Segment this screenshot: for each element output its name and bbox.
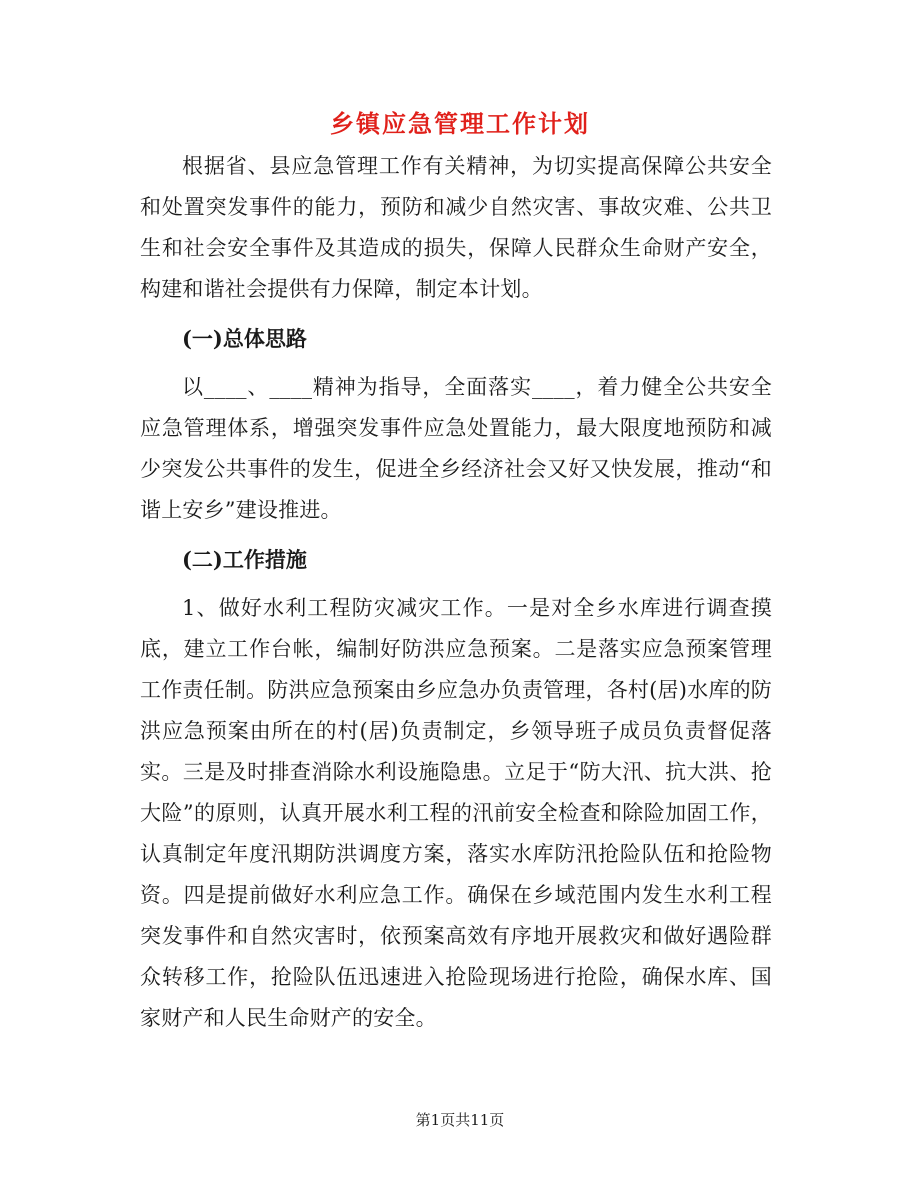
section-heading-overall-approach: (一)总体思路 bbox=[182, 326, 307, 351]
paragraph-intro: 根据省、县应急管理工作有关精神，为切实提高保障公共安全和处置突发事件的能力，预防和减少自然灾害、事故灾难、公共卫生和社会安全事件及其造成的损失，保障人民群众生命财产安全，构建和谐社会提供有力保障，制定本计划。 bbox=[140, 154, 772, 301]
paragraph-work-measures-1: 1、做好水利工程防灾减灾工作。一是对全乡水库进行调查摸底，建立工作台帐，编制好防洪应急预案。二是落实应急预案管理工作责任制。防洪应急预案由乡应急办负责管理，各村(居)水库的防洪应急预案由所在的村(居)负责制定，乡领导班子成员负责督促落实。三是及时排查消除水利设施隐患。立足于“防大汛、抗大洪、抢大险”的原则，认真开展水利工程的汛前安全检查和除险加固工作，认真制定年度汛期防洪调度方案，落实水库防汛抢险队伍和抢险物资。四是提前做好水利应急工作。确保在乡域范围内发生水利工程突发事件和自然灾害时，依预案高效有序地开展救灾和做好遇险群众转移工作，抢险队伍迅速进入抢险现场进行抢险，确保水库、国家财产和人民生命财产的安全。 bbox=[140, 596, 772, 1030]
page-number-footer: 第1页共11页 bbox=[415, 1111, 505, 1129]
paragraph-overall-approach: 以____、____精神为指导，全面落实____，着力健全公共安全应急管理体系，增强突发事件应急处置能力，最大限度地预防和减少突发公共事件的发生，促进全乡经济社会又好又快发展，推动“和谐上安乡”建设推进。 bbox=[140, 375, 772, 522]
document-title: 乡镇应急管理工作计划 bbox=[330, 109, 590, 138]
section-heading-work-measures: (二)工作措施 bbox=[182, 547, 307, 572]
document-body bbox=[140, 146, 772, 1039]
